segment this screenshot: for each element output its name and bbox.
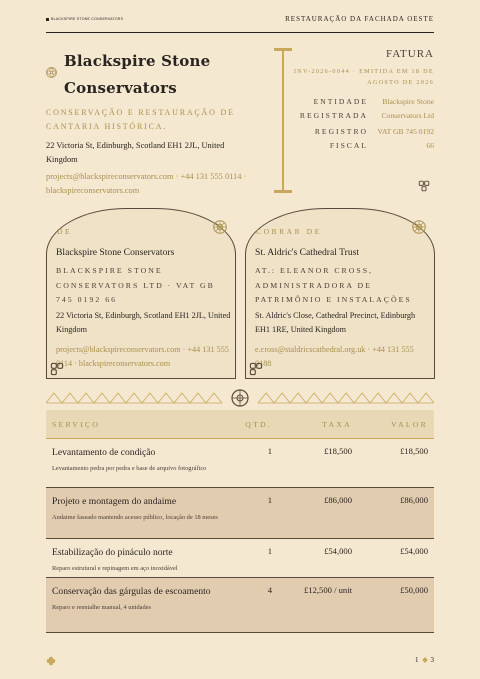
row-title: Projeto e montagem do andaime xyxy=(52,496,177,507)
company-tagline: CONSERVAÇÃO E RESTAURAÇÃO DE CANTARIA HISTÓRICA. xyxy=(46,108,235,131)
table-header xyxy=(46,410,434,439)
from-card xyxy=(46,208,236,379)
quatrefoil-icon xyxy=(46,67,57,78)
knot-icon xyxy=(249,362,263,376)
row-rate: £54,000 xyxy=(324,546,352,556)
row-amount: £18,500 xyxy=(400,446,428,456)
row-title: Estabilização do pináculo norte xyxy=(52,547,173,558)
rosette-icon xyxy=(213,220,227,234)
bill-to-address: St. Aldric's Close, Cathedral Precinct, Edinburgh EH1 1RE, United Kingdom xyxy=(255,311,416,334)
row-qty: 1 xyxy=(267,546,272,556)
from-address: 22 Victoria St, Edinburgh, Scotland EH1 2JL, United Kingdom xyxy=(56,311,231,334)
row-title: Levantamento de condição xyxy=(52,447,156,458)
field-value: VAT GB 745 0192 66 xyxy=(377,127,434,150)
from-contact[interactable]: projects@blackspireconservators.com · +44 131 555 0114 · blackspireconservators.com xyxy=(56,345,229,368)
ornamental-divider xyxy=(46,388,434,408)
row-amount: £54,000 xyxy=(400,546,428,556)
bill-to-contact[interactable]: e.cross@staldricscathedral.org.uk · +44 131 555 0188 xyxy=(255,345,414,368)
row-title: Conservação das gárgulas de escoamento xyxy=(52,586,211,597)
bill-to-name: St. Aldric's Cathedral Trust xyxy=(255,247,360,258)
company-address: 22 Victoria St, Edinburgh, Scotland EH1 2JL, United Kingdom xyxy=(46,141,225,164)
knot-icon xyxy=(418,180,430,192)
from-legal: BLACKSPIRE STONE CONSERVATORS LTD · VAT GB 745 0192 66 xyxy=(56,266,215,304)
page-current: 1 xyxy=(415,656,419,664)
field-key: ENTIDADE REGISTRADA xyxy=(299,97,368,120)
page-indicator xyxy=(415,656,434,664)
from-label: DE xyxy=(57,227,73,236)
row-rate: £18,500 xyxy=(324,446,352,456)
row-amount: £86,000 xyxy=(400,495,428,505)
row-description: Reparo estrutural e repinagem em aço inoxidável xyxy=(52,565,178,572)
row-description: Levantamento pedra por pedra e base de arquivo fotográfico xyxy=(52,465,207,472)
row-qty: 1 xyxy=(267,495,272,505)
bill-to-card xyxy=(245,208,435,379)
top-bar xyxy=(46,14,434,33)
company-contact[interactable]: projects@blackspireconservators.com · +44 131 555 0114 · blackspireconservators.com xyxy=(46,172,247,195)
row-rate: £12,500 / unit xyxy=(304,585,352,595)
company-name: Blackspire Stone Conservators xyxy=(64,52,211,97)
from-name: Blackspire Stone Conservators xyxy=(56,247,175,258)
field-registered-entity xyxy=(274,95,434,123)
row-qty: 1 xyxy=(267,446,272,456)
line-items-table xyxy=(46,410,434,633)
header-service: SERVIÇO xyxy=(52,419,101,429)
header-rate: TAXA xyxy=(322,419,352,429)
row-rate: £86,000 xyxy=(324,495,352,505)
row-qty: 4 xyxy=(267,585,272,595)
field-key: REGISTRO FISCAL xyxy=(314,127,368,150)
square-icon xyxy=(46,18,49,21)
field-tax-registration xyxy=(274,125,434,153)
field-value: Blackspire Stone Conservators Ltd xyxy=(381,97,434,120)
header-amount: VALOR xyxy=(391,419,428,429)
bill-to-label: COBRAR DE xyxy=(256,227,322,236)
brand-small xyxy=(46,17,123,21)
row-description: Andaime faseado mantendo acesso público, locação de 18 meses xyxy=(52,514,218,521)
document-title: RESTAURAÇÃO DA FACHADA OESTE xyxy=(285,15,434,23)
brand-small-text: BLACKSPIRE STONE CONSERVATORS xyxy=(51,17,124,21)
quatrefoil-icon xyxy=(46,656,56,666)
table-row xyxy=(46,578,434,633)
page-total: 3 xyxy=(430,656,434,664)
row-amount: £50,000 xyxy=(400,585,428,595)
page-footer xyxy=(46,656,434,668)
row-description: Reparo e reentalhe manual, 4 unidades xyxy=(52,604,152,611)
rosette-icon xyxy=(412,220,426,234)
table-row xyxy=(46,439,434,488)
header-qty: QTD. xyxy=(245,419,272,429)
invoice-meta: INV-2026-0044 · EMITIDA EM 18 DE AGOSTO DE 2026 xyxy=(293,68,434,86)
table-row xyxy=(46,488,434,539)
invoice-label: FATURA xyxy=(386,48,434,60)
table-row xyxy=(46,539,434,578)
knot-icon xyxy=(50,362,64,376)
bill-to-attention: AT.: ELEANOR CROSS, ADMINISTRADORA DE PATRIMÔNIO E INSTALAÇÕES xyxy=(255,266,412,304)
diamond-icon xyxy=(422,657,428,663)
